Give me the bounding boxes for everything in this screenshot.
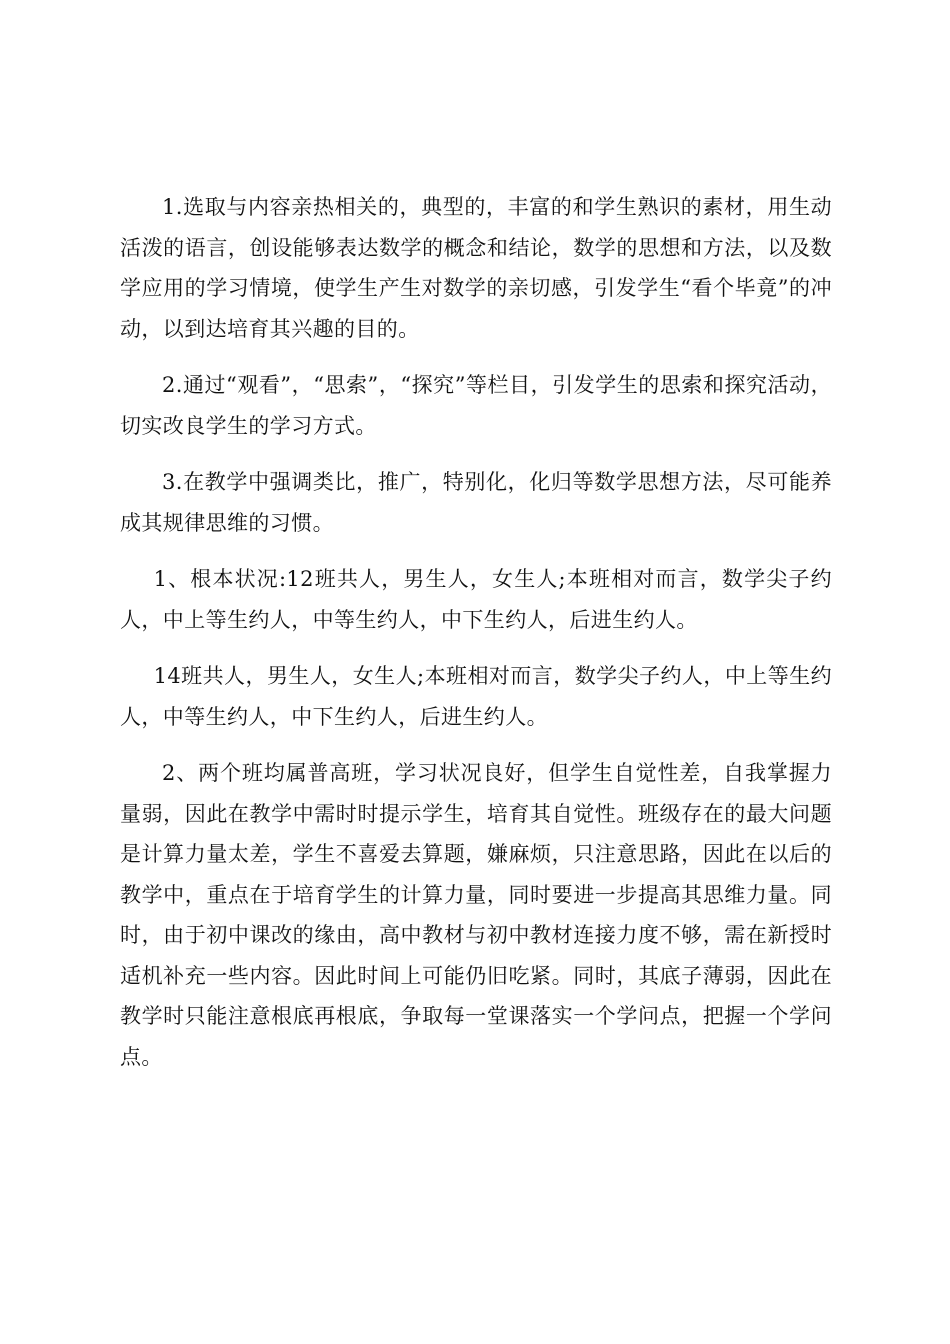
paragraph-class-analysis: 2、两个班均属普高班，学习状况良好，但学生自觉性差，自我掌握力量弱，因此在教学中需时时提示学生，培育其自觉性。班级存在的最大问题是计算力量太差，学生不喜爱去算题，嫌麻烦，只注意思路，因此在以后的教学中，重点在于培育学生的计算力量，同时要进一步提高其思维力量。同时，由于初中课改的缘由，高中教材与初中教材连接力度不够，需在新授时适机补充一些内容。因此时间上可能仍旧吃紧。同时，其底子薄弱，因此在教学时只能注意根底再根底，争取每一堂课落实一个学问点，把握一个学问点。 [120, 761, 832, 1069]
paragraph-item-2: 2.通过“观看”，“思索”，“探究”等栏目，引发学生的思索和探究活动，切实改良学生的学习方式。 [120, 373, 832, 438]
paragraph-class-14: 14班共人，男生人，女生人;本班相对而言，数学尖子约人，中上等生约人，中等生约人，中下生约人，后进生约人。 [120, 664, 832, 729]
document-body [120, 187, 832, 1093]
paragraph-item-1: 1.选取与内容亲热相关的，典型的，丰富的和学生熟识的素材，用生动活泼的语言，创设能够表达数学的概念和结论，数学的思想和方法，以及数学应用的学习情境，使学生产生对数学的亲切感，引发学生“看个毕竟”的冲动，以到达培育其兴趣的目的。 [120, 195, 832, 341]
paragraph-basic-situation: 1、根本状况:12班共人，男生人，女生人;本班相对而言，数学尖子约人，中上等生约人，中等生约人，中下生约人，后进生约人。 [120, 567, 832, 632]
paragraph-item-3: 3.在教学中强调类比，推广，特别化，化归等数学思想方法，尽可能养成其规律思维的习惯。 [120, 470, 832, 535]
